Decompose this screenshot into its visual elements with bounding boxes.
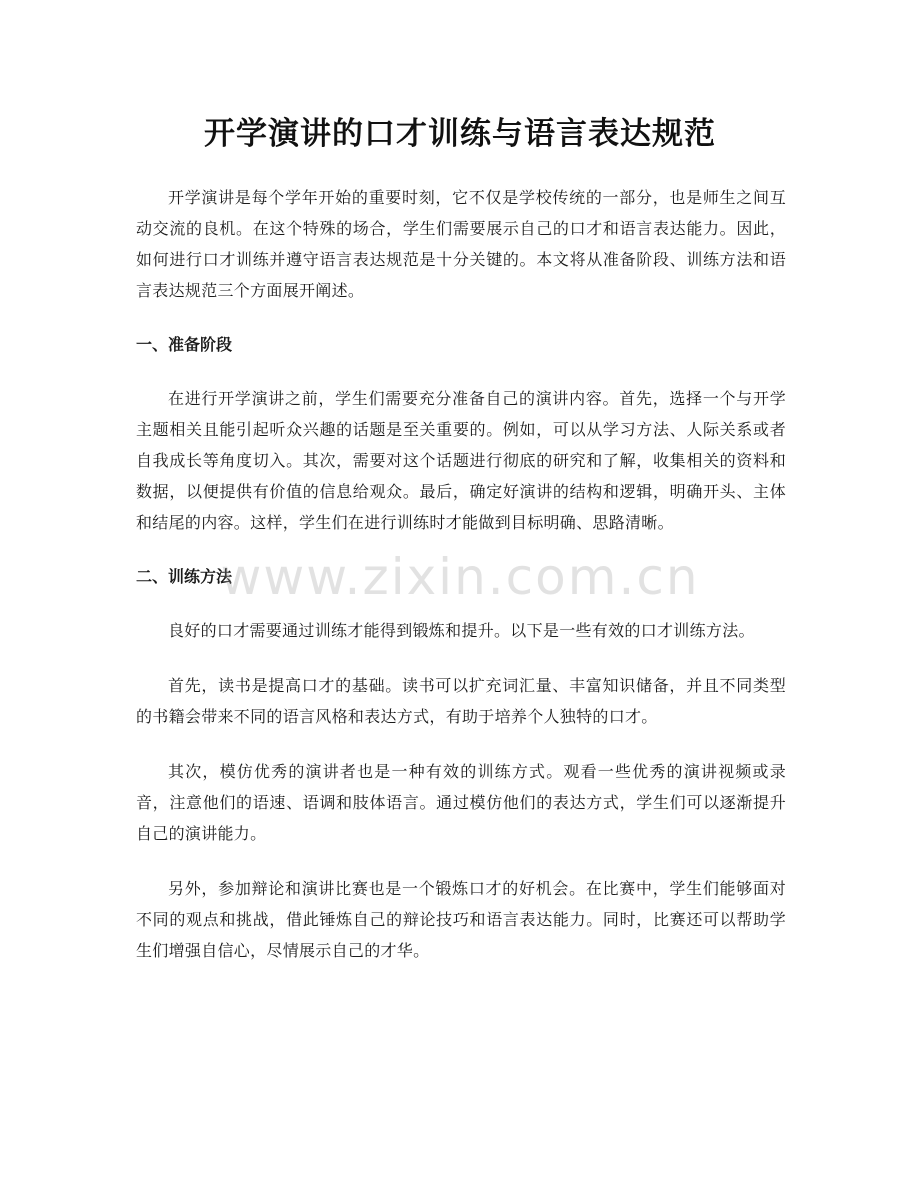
document-body bbox=[136, 182, 786, 966]
watermark: www.zixin.com.cn bbox=[220, 548, 700, 606]
section-heading-preparation: 一、准备阶段 bbox=[136, 335, 233, 354]
section-heading-training: 二、训练方法 bbox=[136, 567, 233, 586]
paragraph: 其次，模仿优秀的演讲者也是一种有效的训练方式。观看一些优秀的演讲视频或录音，注意他们的语速、语调和肢体语言。通过模仿他们的表达方式，学生们可以逐渐提升自己的演讲能力。 bbox=[136, 762, 786, 843]
paragraph: 在进行开学演讲之前，学生们需要充分准备自己的演讲内容。首先，选择一个与开学主题相关且能引起听众兴趣的话题是至关重要的。例如，可以从学习方法、人际关系或者自我成长等角度切入。其次，需要对这个话题进行彻底的研究和了解，收集相关的资料和数据，以便提供有价值的信息给观众。最后，确定好演讲的结构和逻辑，明确开头、主体和结尾的内容。这样，学生们在进行训练时才能做到目标明确、思路清晰。 bbox=[136, 389, 786, 532]
paragraph: 另外，参加辩论和演讲比赛也是一个锻炼口才的好机会。在比赛中，学生们能够面对不同的观点和挑战，借此锤炼自己的辩论技巧和语言表达能力。同时，比赛还可以帮助学生们增强自信心，尽情展示自己的才华。 bbox=[136, 879, 786, 960]
intro-paragraph: 开学演讲是每个学年开始的重要时刻，它不仅是学校传统的一部分，也是师生之间互动交流的良机。在这个特殊的场合，学生们需要展示自己的口才和语言表达能力。因此，如何进行口才训练并遵守语言表达规范是十分关键的。本文将从准备阶段、训练方法和语言表达规范三个方面展开阐述。 bbox=[136, 188, 786, 300]
document-title: 开学演讲的口才训练与语言表达规范 bbox=[204, 116, 716, 152]
paragraph: 首先，读书是提高口才的基础。读书可以扩充词汇量、丰富知识储备，并且不同类型的书籍会带来不同的语言风格和表达方式，有助于培养个人独特的口才。 bbox=[136, 676, 786, 726]
paragraph: 良好的口才需要通过训练才能得到锻炼和提升。以下是一些有效的口才训练方法。 bbox=[168, 621, 755, 640]
